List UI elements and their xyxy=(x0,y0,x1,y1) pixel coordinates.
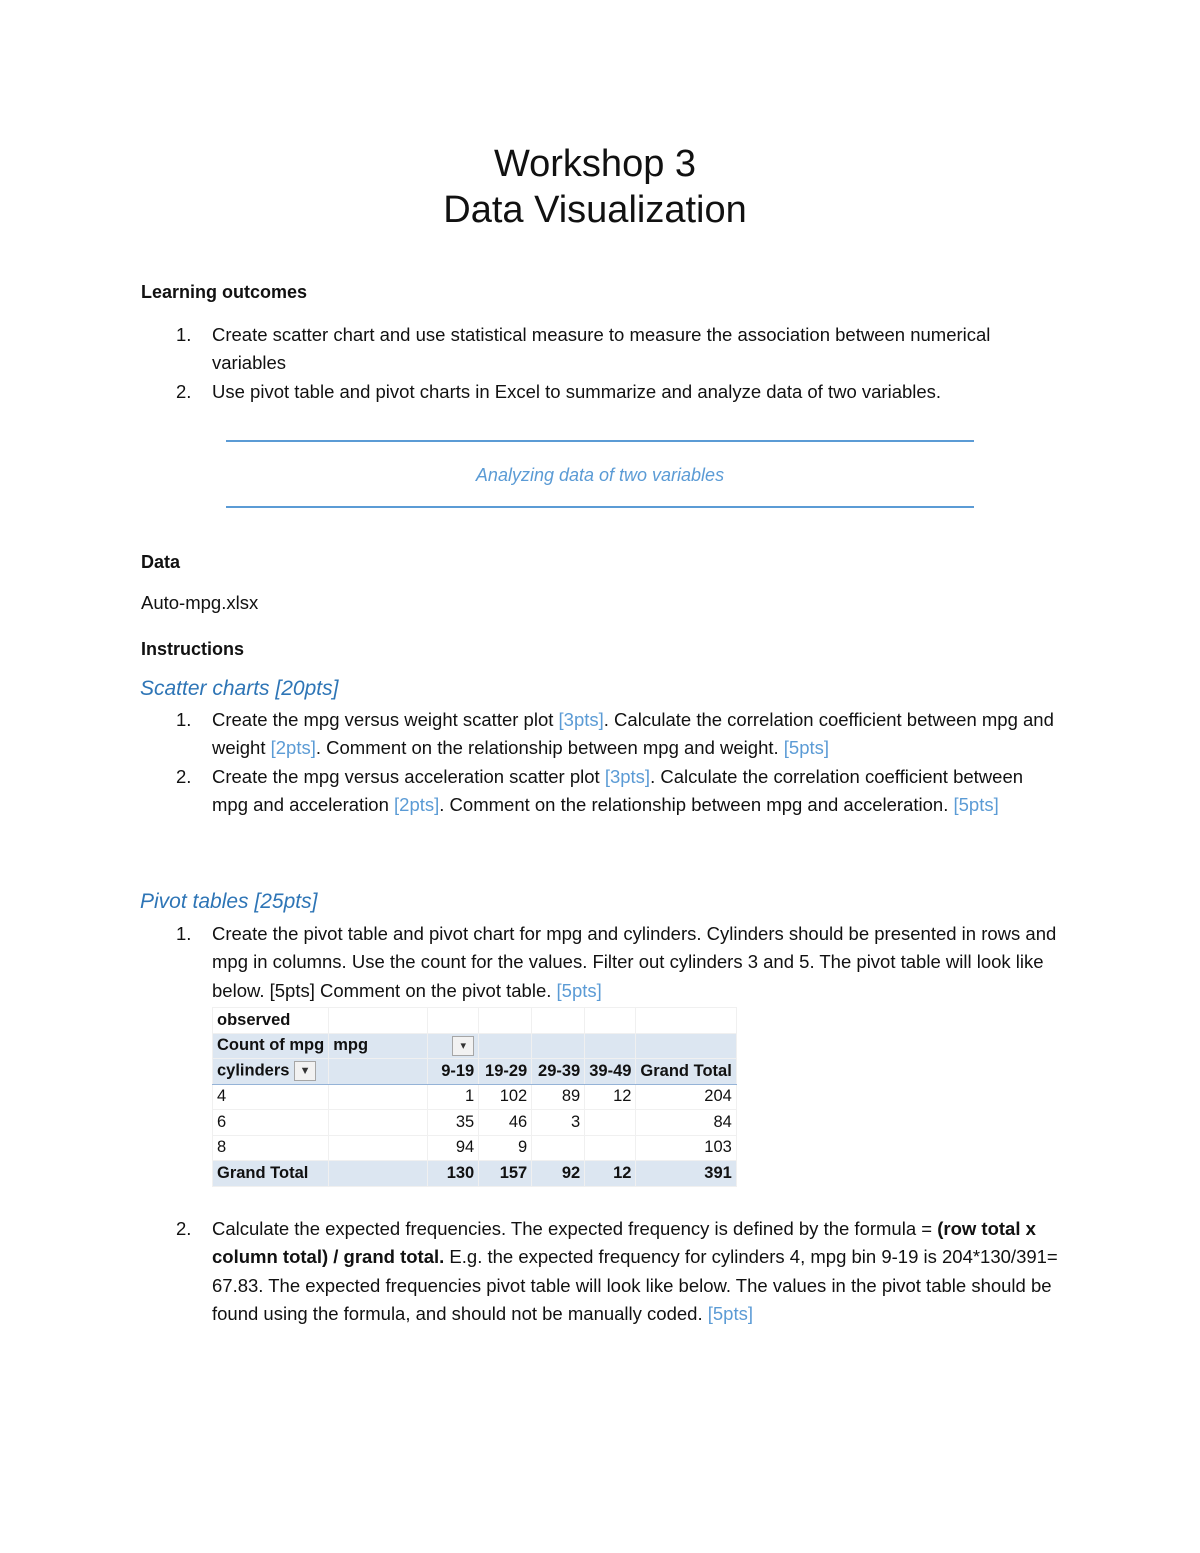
row-key: 6 xyxy=(213,1110,329,1136)
points-label: [5pts] xyxy=(953,793,999,815)
table-cell: 204 xyxy=(636,1084,736,1110)
text-segment: Comment on the pivot table. xyxy=(314,979,557,1001)
observed-pivot-table xyxy=(212,1007,737,1187)
list-item xyxy=(170,321,1060,378)
text-segment: . Comment on the relationship between mpg and weight. xyxy=(315,737,784,759)
table-cell: 94 xyxy=(428,1135,479,1161)
text-segment: Calculate the expected frequencies. The expected frequency is defined by the formula = xyxy=(212,1218,938,1239)
table-cell xyxy=(532,1135,585,1161)
points-label: [2pts] xyxy=(270,737,316,759)
divider-top xyxy=(226,440,974,442)
table-cell: 35 xyxy=(428,1110,479,1136)
text-segment: . Comment on the relationship between mpg and acceleration. xyxy=(439,793,954,815)
list-number: 1. xyxy=(176,709,192,730)
divider-bottom xyxy=(226,506,974,508)
column-field-label: mpg xyxy=(333,1036,369,1055)
table-cell: 130 xyxy=(428,1161,479,1187)
table-cell xyxy=(585,1135,636,1161)
pivot-section-heading: Pivot tables [25pts] xyxy=(140,890,318,913)
table-cell: 46 xyxy=(479,1110,532,1136)
table-cell: 84 xyxy=(636,1110,736,1136)
section-banner: Analyzing data of two variables xyxy=(475,465,725,485)
title-line-1: Workshop 3 xyxy=(493,143,697,185)
column-header: Grand Total xyxy=(636,1059,736,1085)
table-row xyxy=(213,1135,737,1161)
list-item xyxy=(170,763,1060,820)
table-cell: 102 xyxy=(479,1084,532,1110)
formula-text: (row total x column total) / grand total. xyxy=(212,1218,1036,1268)
text-segment: Create the mpg versus weight scatter plot xyxy=(212,709,559,730)
text-segment: . Calculate the correlation coefficient between mpg and weight xyxy=(212,709,1054,759)
count-of-mpg-header: Count of mpg xyxy=(213,1033,329,1059)
title-line-2: Data Visualization xyxy=(443,189,747,231)
data-heading: Data xyxy=(141,552,181,572)
text-segment: . Calculate the correlation coefficient between mpg and acceleration xyxy=(212,765,1024,815)
list-number: 2. xyxy=(176,380,192,402)
points-label: [5pts] xyxy=(556,979,602,1001)
list-number: 2. xyxy=(176,765,192,787)
row-key: 4 xyxy=(213,1084,329,1110)
row-key: Grand Total xyxy=(213,1161,329,1187)
points-label: [3pts] xyxy=(558,709,604,730)
table-cell xyxy=(585,1110,636,1136)
table-cell: 3 xyxy=(532,1110,585,1136)
points-label: [5pts] xyxy=(707,1302,753,1324)
scatter-list xyxy=(170,706,1060,819)
table-cell: 157 xyxy=(479,1161,532,1187)
scatter-section-heading: Scatter charts [20pts] xyxy=(140,677,339,700)
list-number: 1. xyxy=(176,923,192,944)
list-item xyxy=(170,920,1060,1005)
list-item xyxy=(170,378,1060,406)
row-key: 8 xyxy=(213,1135,329,1161)
table-row xyxy=(213,1110,737,1136)
list-number: 1. xyxy=(176,324,192,345)
list-item xyxy=(170,706,1060,763)
learning-outcomes-heading: Learning outcomes xyxy=(141,282,308,302)
list-text: Create scatter chart and use statistical measure to measure the association between numerical variables xyxy=(212,324,991,374)
column-header: 9-19 xyxy=(428,1059,479,1085)
table-row xyxy=(213,1084,737,1110)
table-cell: 12 xyxy=(585,1084,636,1110)
list-item xyxy=(170,1215,1060,1328)
list-number: 2. xyxy=(176,1218,192,1239)
list-text: Use pivot table and pivot charts in Excel to summarize and analyze data of two variables. xyxy=(212,380,942,402)
pivot-list-1 xyxy=(170,920,1060,1005)
table-cell: 9 xyxy=(479,1135,532,1161)
table-cell: 103 xyxy=(636,1135,736,1161)
row-field-label: cylinders xyxy=(217,1061,290,1080)
instructions-heading: Instructions xyxy=(141,639,245,659)
grand-total-row xyxy=(213,1161,737,1187)
table-cell: 89 xyxy=(532,1084,585,1110)
text-segment: Create the mpg versus acceleration scatter plot xyxy=(212,765,605,787)
table-cell: 92 xyxy=(532,1161,585,1187)
column-header: 29-39 xyxy=(532,1059,585,1085)
points-label: [5pts] xyxy=(783,737,830,759)
text-segment: Create the pivot table and pivot chart for mpg and cylinders. Cylinders should be presented in rows and mpg in columns. Use the count for the values. Filter out cylinders 3 and 5. The pivot table will look like below. xyxy=(212,923,1057,1001)
chevron-down-icon[interactable]: ▾ xyxy=(452,1036,474,1056)
table-cell: 391 xyxy=(636,1161,736,1187)
table-cell: 12 xyxy=(585,1161,636,1187)
points-label: [2pts] xyxy=(394,793,440,815)
pivot-list-2 xyxy=(170,1215,1060,1328)
table-cell: 1 xyxy=(428,1084,479,1110)
data-file-name: Auto-mpg.xlsx xyxy=(141,592,259,613)
column-header: 39-49 xyxy=(585,1059,636,1085)
column-header: 19-29 xyxy=(479,1059,532,1085)
points-label: [3pts] xyxy=(604,765,651,787)
text-segment: E.g. the expected frequency for cylinders 4, mpg bin 9-19 is 204*130/391= 67.83. The expected frequencies pivot table will look like below. The values in the pivot table should be found using the formula, and should not be manually coded. xyxy=(212,1246,1058,1324)
table-label: observed xyxy=(213,1008,329,1034)
learning-outcomes-list xyxy=(170,321,1060,406)
text-segment: [5pts] xyxy=(269,979,315,1001)
filter-icon[interactable]: ▼ xyxy=(294,1061,316,1081)
